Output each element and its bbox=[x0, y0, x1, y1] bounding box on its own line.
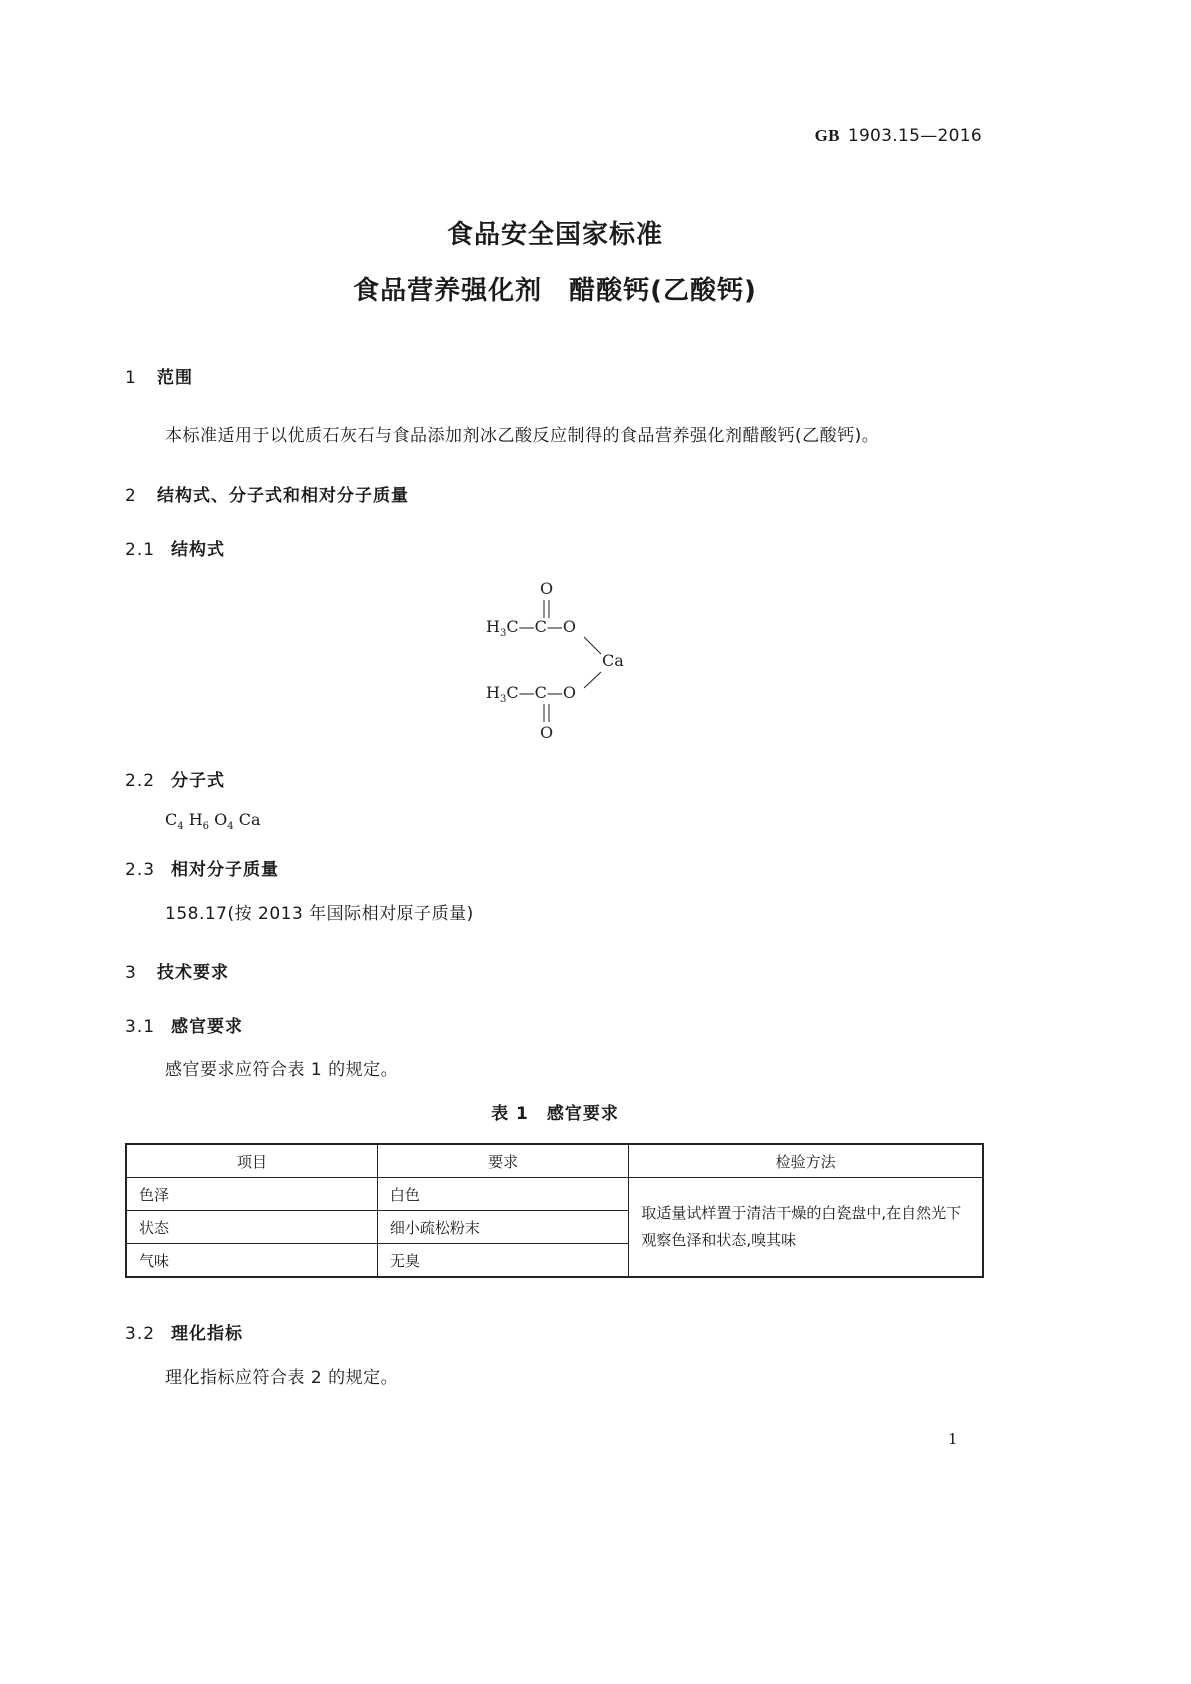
section-title: 技术要求 bbox=[157, 963, 229, 983]
section-number: 1 bbox=[125, 368, 137, 388]
document-title: 食品安全国家标准 bbox=[446, 220, 663, 250]
section-3-2-text: 理化指标应符合表 2 的规定。 bbox=[165, 1368, 399, 1388]
section-2-1-heading bbox=[125, 535, 225, 560]
requirement-cell: 无臭 bbox=[377, 1244, 628, 1278]
section-number: 2.2 bbox=[125, 771, 156, 791]
section-number: 2.1 bbox=[125, 540, 156, 560]
header-method: 检验方法 bbox=[629, 1144, 983, 1178]
table-number: 表 1 bbox=[491, 1104, 529, 1124]
method-cell: 取适量试样置于清洁干燥的白瓷盘中,在自然光下观察色泽和状态,嗅其味 bbox=[629, 1178, 983, 1278]
section-title: 理化指标 bbox=[171, 1324, 243, 1344]
structural-formula bbox=[470, 570, 650, 750]
molecular-formula: $C_4$ $H_6$ $O_4$ Ca bbox=[165, 810, 261, 832]
header-item: 项目 bbox=[126, 1144, 377, 1178]
section-title: 结构式、分子式和相对分子质量 bbox=[157, 486, 409, 506]
section-1-heading bbox=[125, 363, 193, 388]
section-2-2-heading bbox=[125, 766, 225, 791]
document-subtitle: 食品营养强化剂 醋酸钙(乙酸钙) bbox=[353, 276, 757, 306]
requirement-cell: 细小疏松粉末 bbox=[377, 1211, 628, 1244]
section-3-1-text: 感官要求应符合表 1 的规定。 bbox=[165, 1060, 399, 1080]
section-title: 相对分子质量 bbox=[171, 860, 279, 880]
section-number: 3.1 bbox=[125, 1017, 156, 1037]
item-cell: 状态 bbox=[126, 1211, 377, 1244]
table-title: 感官要求 bbox=[546, 1104, 619, 1124]
section-3-heading bbox=[125, 958, 229, 983]
section-1-text: 本标准适用于以优质石灰石与食品添加剂冰乙酸反应制得的食品营养强化剂醋酸钙(乙酸钙)。 bbox=[165, 426, 880, 446]
methyl-top: $H_3C—C—O$ bbox=[486, 617, 576, 639]
page-number: 1 bbox=[948, 1430, 958, 1448]
section-2-3-heading bbox=[125, 855, 279, 880]
section-number: 3 bbox=[125, 963, 137, 983]
standard-prefix: GB bbox=[814, 126, 840, 145]
requirement-cell: 白色 bbox=[377, 1178, 628, 1211]
item-cell: 色泽 bbox=[126, 1178, 377, 1211]
section-3-1-heading bbox=[125, 1012, 243, 1037]
standard-code bbox=[815, 126, 982, 146]
item-cell: 气味 bbox=[126, 1244, 377, 1278]
section-title: 分子式 bbox=[171, 771, 225, 791]
table-header-row bbox=[126, 1144, 983, 1178]
section-3-2-heading bbox=[125, 1319, 243, 1344]
oxygen-top: O bbox=[540, 579, 554, 598]
section-number: 3.2 bbox=[125, 1324, 156, 1344]
oxygen-bottom: O bbox=[540, 723, 554, 742]
section-number: 2 bbox=[125, 486, 137, 506]
section-title: 结构式 bbox=[171, 540, 225, 560]
header-requirement: 要求 bbox=[377, 1144, 628, 1178]
section-title: 感官要求 bbox=[171, 1017, 243, 1037]
standard-number: 1903.15—2016 bbox=[847, 126, 982, 146]
calcium-atom: Ca bbox=[602, 651, 624, 670]
section-2-heading bbox=[125, 481, 409, 506]
methyl-bottom: $H_3C—C—O$ bbox=[486, 683, 576, 705]
table-1-caption bbox=[0, 1099, 1110, 1124]
section-title: 范围 bbox=[157, 368, 193, 388]
sensory-requirements-table bbox=[125, 1143, 984, 1278]
section-number: 2.3 bbox=[125, 860, 156, 880]
table-row bbox=[126, 1178, 983, 1211]
molecular-mass-text: 158.17(按 2013 年国际相对原子质量) bbox=[165, 904, 474, 924]
